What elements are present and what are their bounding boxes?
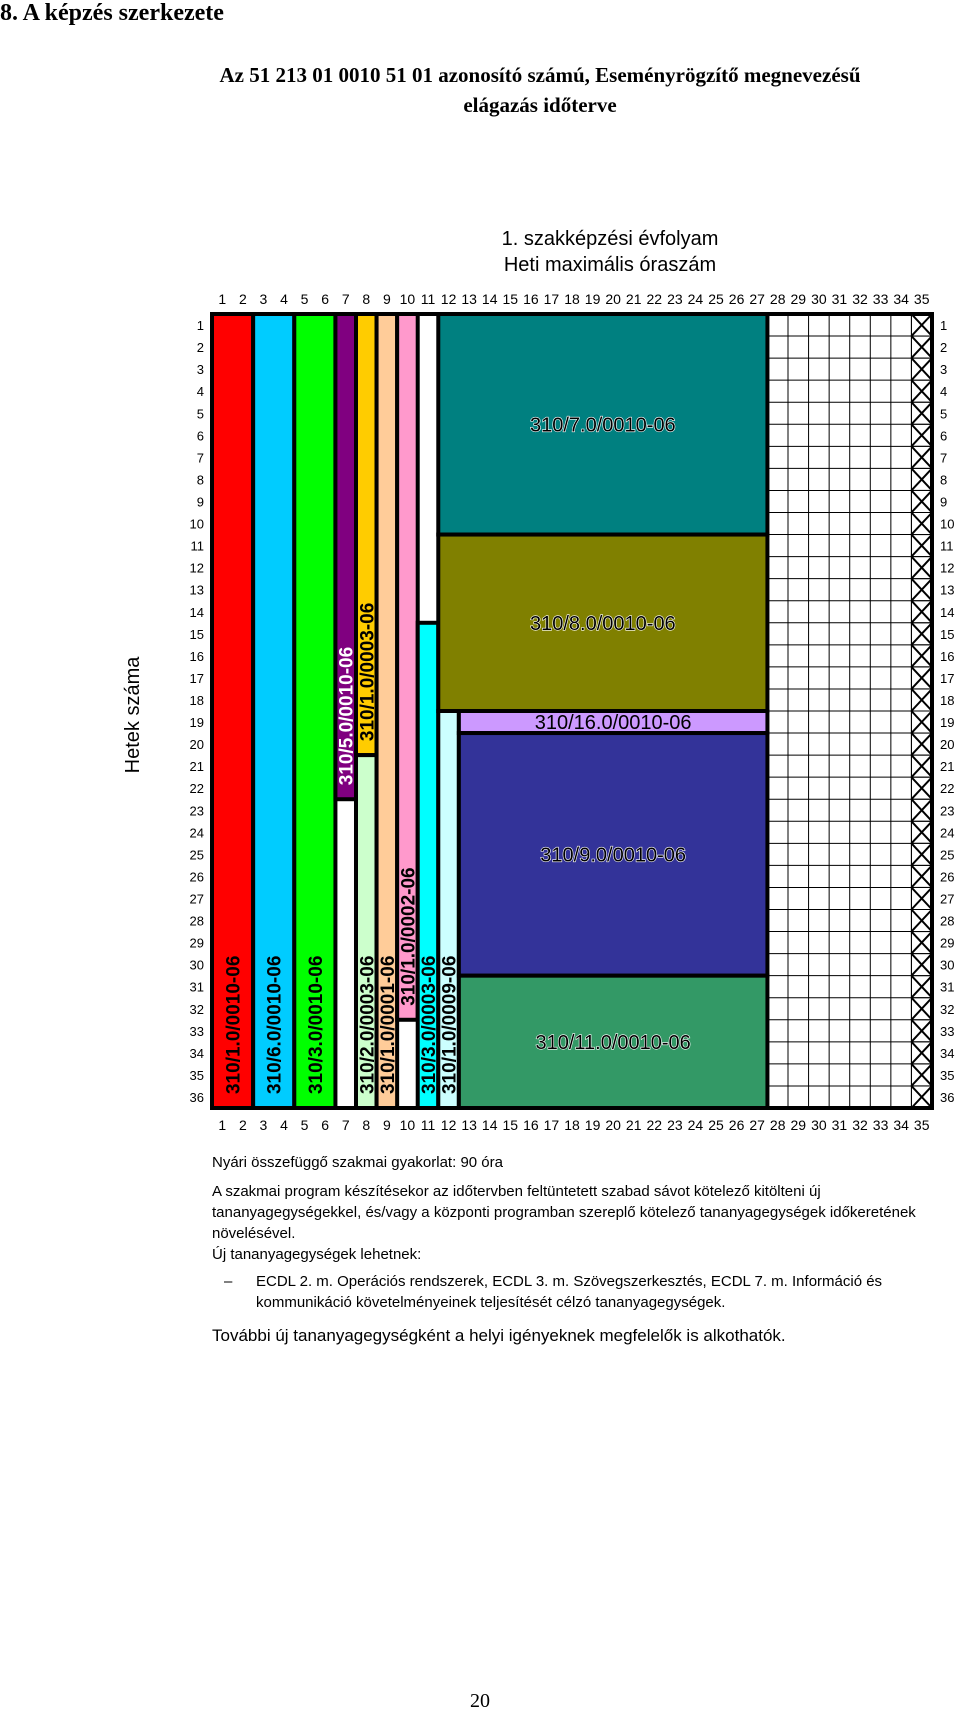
module-label: 310/1.0/0001-06: [377, 955, 399, 1094]
column-number-top: 16: [523, 291, 539, 307]
column-number-bottom: 6: [321, 1117, 330, 1133]
week-number-left: 13: [189, 582, 204, 598]
week-number-left: 36: [189, 1089, 204, 1105]
new-units-title: Új tananyagegységek lehetnek:: [212, 1246, 422, 1263]
week-number-right: 33: [940, 1023, 955, 1039]
column-number-bottom: 2: [238, 1117, 247, 1133]
module-label: 310/5.0/0010-06: [336, 646, 358, 786]
week-number-right: 12: [940, 560, 955, 576]
column-number-top: 1: [218, 291, 227, 307]
column-number-top: 5: [300, 291, 309, 307]
module-label: 310/3.0/0003-06: [419, 955, 440, 1094]
free-band-note: A szakmai program készítésekor az időtervben feltüntetett szabad sávot kötelező kitölteni új tananyagegységekkel, és/vagy a központi programban szereplő kötelező tananyagegységek időkeretének növelésével.: [212, 1183, 916, 1242]
column-number-top: 8: [362, 291, 371, 307]
column-number-bottom: 17: [543, 1117, 560, 1133]
week-number-left: 23: [189, 803, 204, 819]
column-number-top: 32: [852, 291, 868, 307]
column-number-bottom: 28: [769, 1117, 786, 1133]
week-number-left: 24: [189, 825, 204, 841]
week-number-left: 5: [196, 406, 204, 422]
column-number-bottom: 26: [728, 1117, 745, 1133]
column-number-bottom: 14: [481, 1117, 498, 1133]
column-number-top: 9: [382, 291, 391, 307]
column-number-top: 27: [749, 291, 765, 307]
column-number-bottom: 1: [218, 1117, 227, 1133]
column-number-bottom: 7: [341, 1117, 350, 1133]
week-number-right: 15: [940, 626, 955, 642]
week-number-right: 17: [940, 670, 955, 686]
column-number-bottom: 27: [749, 1117, 765, 1133]
week-number-left: 21: [189, 759, 204, 775]
module-label: 310/1.0/0010-06: [223, 955, 245, 1094]
week-number-right: 11: [940, 538, 954, 554]
column-number-top: 22: [646, 291, 663, 307]
column-number-top: 7: [341, 291, 350, 307]
column-number-top: 34: [893, 291, 909, 307]
column-number-top: 4: [280, 291, 288, 307]
column-number-bottom: 24: [687, 1117, 704, 1133]
week-number-right: 32: [940, 1001, 955, 1017]
column-number-bottom: 10: [399, 1117, 416, 1133]
week-number-right: 30: [940, 957, 955, 973]
week-number-left: 17: [189, 670, 204, 686]
column-number-top: 19: [584, 291, 601, 307]
week-number-left: 4: [196, 384, 204, 400]
column-number-bottom: 32: [852, 1117, 868, 1133]
week-number-left: 33: [189, 1023, 204, 1039]
column-number-top: 29: [790, 291, 807, 307]
column-number-bottom: 3: [259, 1117, 268, 1133]
week-number-right: 7: [940, 450, 948, 466]
week-number-left: 10: [189, 516, 204, 532]
column-number-bottom: 4: [280, 1117, 288, 1133]
column-number-bottom: 15: [502, 1117, 519, 1133]
week-number-left: 19: [189, 715, 204, 731]
summer-practice-note: Nyári összefüggő szakmai gyakorlat: 90 óra: [212, 1154, 503, 1171]
section-heading: 8. A képzés szerkezete: [0, 0, 224, 26]
column-number-top: 28: [769, 291, 786, 307]
column-number-top: 2: [238, 291, 247, 307]
new-units-list: [212, 1271, 932, 1313]
subtitle-line-1: Az 51 213 01 0010 51 01 azonosító számú, Eseményrögzítő megnevezésű: [219, 63, 861, 87]
week-number-right: 9: [940, 494, 948, 510]
final-note: További új tananyagegységként a helyi igényeknek megfelelők is alkothatók.: [212, 1326, 786, 1345]
column-number-bottom: 16: [523, 1117, 539, 1133]
subtitle-line-2: elágazás időterve: [463, 93, 617, 117]
week-number-left: 1: [196, 318, 204, 334]
week-number-left: 27: [189, 891, 204, 907]
column-number-top: 30: [811, 291, 827, 307]
week-number-left: 30: [189, 957, 204, 973]
column-number-bottom: 19: [584, 1117, 601, 1133]
column-number-bottom: 31: [831, 1117, 848, 1133]
column-number-bottom: 11: [420, 1117, 436, 1133]
column-number-bottom: 12: [440, 1117, 457, 1133]
column-number-bottom: 23: [667, 1117, 683, 1133]
column-number-top: 15: [502, 291, 519, 307]
column-number-bottom: 33: [872, 1117, 889, 1133]
column-number-top: 18: [564, 291, 580, 307]
module-label: 310/1.0/0003-06: [357, 602, 379, 742]
week-number-left: 3: [196, 362, 204, 378]
module-label: 310/1.0/0009-06: [439, 955, 461, 1094]
column-number-bottom: 30: [811, 1117, 827, 1133]
module-label: 310/1.0/0002-06: [398, 867, 420, 1006]
week-number-right: 21: [940, 759, 955, 775]
page-number: 20: [470, 1690, 490, 1712]
week-number-right: 5: [940, 406, 948, 422]
column-number-top: 20: [605, 291, 621, 307]
column-number-top: 3: [259, 291, 268, 307]
week-number-right: 20: [940, 737, 955, 753]
column-number-top: 21: [625, 291, 642, 307]
column-number-top: 25: [708, 291, 724, 307]
week-number-left: 7: [196, 450, 204, 466]
week-number-right: 27: [940, 891, 955, 907]
week-number-right: 16: [940, 648, 955, 664]
column-number-top: 11: [420, 291, 436, 307]
week-number-right: 10: [940, 516, 955, 532]
column-number-bottom: 22: [646, 1117, 663, 1133]
module-label: 310/9.0/0010-06: [540, 844, 686, 867]
column-number-top: 14: [481, 291, 498, 307]
week-number-left: 8: [196, 472, 204, 488]
week-number-right: 4: [940, 384, 948, 400]
column-number-bottom: 8: [362, 1117, 371, 1133]
week-number-right: 28: [940, 913, 955, 929]
week-number-left: 20: [189, 737, 204, 753]
module-label: 310/2.0/0003-06: [357, 955, 379, 1094]
week-number-right: 13: [940, 582, 955, 598]
week-number-left: 26: [189, 869, 204, 885]
column-number-bottom: 34: [893, 1117, 909, 1133]
week-number-left: 12: [189, 560, 204, 576]
week-number-right: 29: [940, 935, 955, 951]
week-number-left: 28: [189, 913, 204, 929]
week-number-left: 25: [189, 847, 204, 863]
column-number-top: 10: [399, 291, 416, 307]
column-number-bottom: 20: [605, 1117, 621, 1133]
week-number-left: 14: [189, 604, 204, 620]
week-number-left: 22: [189, 781, 204, 797]
week-number-right: 35: [940, 1067, 955, 1083]
column-number-bottom: 35: [913, 1117, 930, 1133]
module-label: 310/7.0/0010-06: [530, 414, 676, 437]
column-number-top: 24: [687, 291, 704, 307]
week-number-left: 34: [189, 1045, 204, 1061]
column-number-top: 23: [667, 291, 683, 307]
week-number-left: 32: [189, 1001, 204, 1017]
week-number-right: 14: [940, 604, 955, 620]
week-number-left: 2: [196, 340, 204, 356]
list-item: – ECDL 2. m. Operációs rendszerek, ECDL 3. m. Szövegszerkesztés, ECDL 7. m. Információ és kommunikáció követelményeinek teljesítését célzó tananyagegységek.: [212, 1271, 932, 1313]
week-number-left: 31: [189, 979, 204, 995]
week-number-right: 2: [940, 340, 948, 356]
column-number-bottom: 9: [382, 1117, 391, 1133]
week-number-left: 15: [189, 626, 204, 642]
module-label: 310/8.0/0010-06: [530, 612, 676, 635]
column-number-bottom: 18: [564, 1117, 580, 1133]
week-number-right: 31: [940, 979, 955, 995]
module-label: 310/3.0/0010-06: [305, 955, 327, 1094]
week-number-right: 23: [940, 803, 955, 819]
column-number-top: 35: [913, 291, 930, 307]
chart-title-line-2: Heti maximális óraszám: [503, 254, 717, 276]
column-number-top: 6: [321, 291, 330, 307]
column-number-top: 31: [831, 291, 848, 307]
y-axis-title: Hetek száma: [122, 656, 144, 774]
notes-section: [212, 1152, 932, 1346]
week-number-right: 8: [940, 472, 948, 488]
week-number-right: 22: [940, 781, 955, 797]
week-number-right: 19: [940, 715, 955, 731]
column-number-bottom: 13: [461, 1117, 477, 1133]
column-number-top: 33: [872, 291, 889, 307]
module-label: 310/11.0/0010-06: [535, 1031, 691, 1054]
column-number-top: 26: [728, 291, 745, 307]
week-number-left: 29: [189, 935, 204, 951]
week-number-left: 16: [189, 648, 204, 664]
week-number-left: 18: [189, 692, 204, 708]
week-number-right: 1: [940, 318, 948, 334]
week-number-left: 11: [190, 538, 204, 554]
column-number-bottom: 5: [300, 1117, 309, 1133]
week-number-left: 9: [196, 494, 204, 510]
week-number-right: 36: [940, 1089, 955, 1105]
week-number-right: 6: [940, 428, 948, 444]
column-number-top: 17: [543, 291, 560, 307]
week-number-right: 26: [940, 869, 955, 885]
column-number-bottom: 29: [790, 1117, 807, 1133]
module-label: 310/16.0/0010-06: [534, 712, 692, 735]
chart-title-line-1: 1. szakképzési évfolyam: [501, 228, 719, 250]
week-number-right: 34: [940, 1045, 955, 1061]
column-number-bottom: 25: [708, 1117, 724, 1133]
week-number-right: 18: [940, 692, 955, 708]
column-number-bottom: 21: [625, 1117, 642, 1133]
week-number-left: 6: [196, 428, 204, 444]
week-number-right: 25: [940, 847, 955, 863]
column-number-top: 13: [461, 291, 477, 307]
week-number-left: 35: [189, 1067, 204, 1083]
week-number-right: 3: [940, 362, 948, 378]
column-number-top: 12: [440, 291, 457, 307]
week-number-right: 24: [940, 825, 955, 841]
module-label: 310/6.0/0010-06: [264, 955, 286, 1094]
